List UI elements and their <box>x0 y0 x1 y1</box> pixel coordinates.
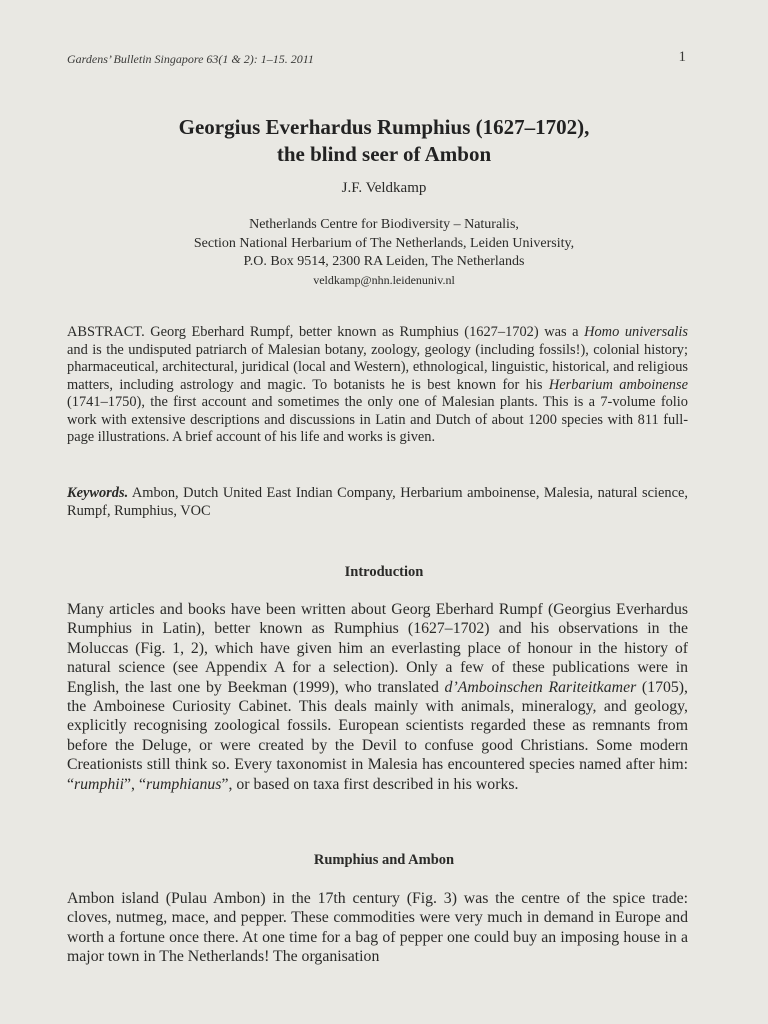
running-head: Gardens’ Bulletin Singapore 63(1 & 2): 1–15. 2011 <box>67 52 314 66</box>
abstract-text-1: ABSTRACT. Georg Eberhard Rumpf, better known as Rumphius (1627–1702) was a <box>67 324 585 340</box>
affiliation-line-1: Netherlands Centre for Biodiversity – Naturalis, <box>249 217 519 232</box>
intro-italic-2: rumphii <box>74 775 125 793</box>
section-heading-rumphius-ambon: Rumphius and Ambon <box>313 852 455 868</box>
author-affiliation <box>0 216 768 288</box>
affiliation-line-3: P.O. Box 9514, 2300 RA Leiden, The Netherlands <box>243 254 525 269</box>
intro-italic-3: rumphianus <box>145 775 222 793</box>
intro-text-3: ”, “ <box>124 775 146 793</box>
section-heading-introduction: Introduction <box>344 564 424 580</box>
intro-text-4: ”, or based on taxa first described in his works. <box>221 775 519 793</box>
title-line-1: Georgius Everhardus Rumphius (1627–1702), <box>178 115 590 139</box>
title-line-2: the blind seer of Ambon <box>276 142 492 166</box>
abstract-italic-1: Homo universalis <box>584 324 688 340</box>
keywords-text: Ambon, Dutch United East Indian Company, Herbarium amboinense, Malesia, natural science, Rumpf, Rumphius, VOC <box>67 485 688 519</box>
intro-text-1: Many articles and books have been written about Georg Eberhard Rumpf (Georgius Everhardus Rumphius in Latin), better known as Rumphius (1627–1702) and his observations in the Moluccas (Fig. 1, 2), which have given him an everlasting place of honour in the history of natural science (see Appendix A for a selection). Only a few of these publications were in English, the last one by Beekman (1999), who translated <box>67 601 688 696</box>
rumphius-ambon-paragraph: Ambon island (Pulau Ambon) in the 17th century (Fig. 3) was the centre of the spice trade: cloves, nutmeg, mace, and pepper. These commodities were very much in demand in Europe and worth a fortune once there. At one time for a bag of pepper one could buy an imposing house in a major town in The Netherlands! The organisation <box>67 890 688 966</box>
intro-italic-1: d’Amboinschen Rariteitkamer <box>444 678 637 696</box>
introduction-paragraph <box>67 600 688 794</box>
page-number: 1 <box>678 49 686 65</box>
abstract-italic-2: Herbarium amboinense <box>548 376 688 393</box>
article-title <box>0 114 768 168</box>
author-name: J.F. Veldkamp <box>341 180 427 196</box>
abstract <box>67 324 688 447</box>
keywords-label: Keywords. <box>67 485 129 501</box>
abstract-text-2: and is the undisputed patriarch of Malesian botany, zoology, geology (including fossils!), colonial history; pharmaceutical, architectural, juridical (local and Western), ethnological, linguistic, historical, and religious matters, including astrology and magic. To botanists he is best known for his <box>67 341 688 393</box>
abstract-text-3: (1741–1750), the first account and sometimes the only one of Malesian plants. This is a 7-volume folio work with extensive descriptions and discussions in Latin and Dutch of about 1200 species with 811 full-page illustrations. A brief account of his life and works is given. <box>67 394 688 445</box>
intro-text-2: (1705), the Amboinese Curiosity Cabinet. This deals mainly with animals, mineralogy, and geology, explicitly recognising zoological fossils. European scientists regarded these as remnants from before the Deluge, or were created by the Devil to confuse good Christians. Some modern Creationists still think so. Every taxonomist in Malesia has encountered species named after him: “ <box>67 678 688 793</box>
author-email: veldkamp@nhn.leidenuniv.nl <box>313 272 455 287</box>
affiliation-line-2: Section National Herbarium of The Netherlands, Leiden University, <box>193 235 575 251</box>
keywords <box>67 485 688 520</box>
